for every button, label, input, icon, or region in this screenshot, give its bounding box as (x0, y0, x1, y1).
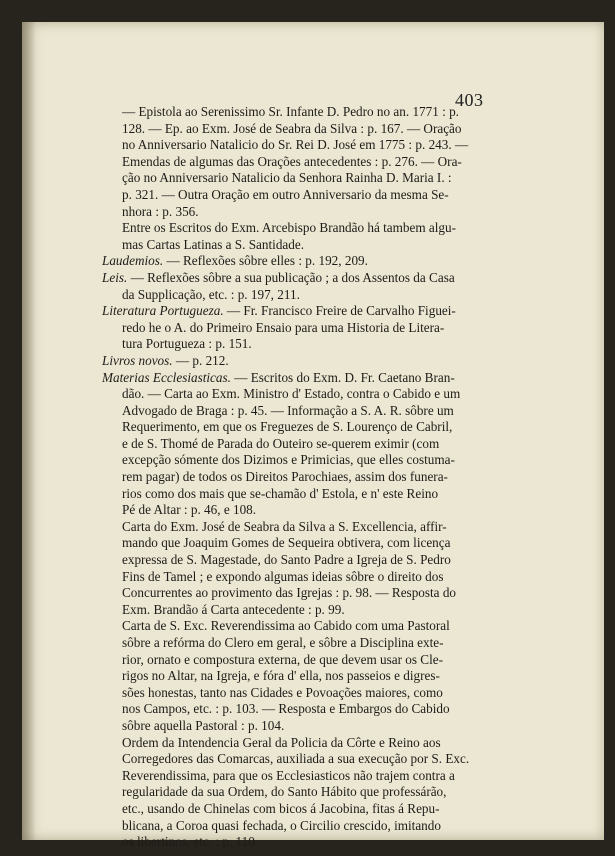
text-line (102, 370, 510, 387)
line-text: Carta do Exm. José de Seabra da Silva a S. Excellencia, affir- (122, 518, 447, 534)
line-text: no Anniversario Natalicio do Sr. Rei D. José em 1775 : p. 243. — (122, 137, 469, 153)
text-line (102, 452, 510, 469)
line-text: blicana, a Coroa quasi fechada, o Circilio crescido, imitando (122, 817, 441, 833)
line-text: Carta de S. Exc. Reverendissima ao Cabido com uma Pastoral (122, 618, 450, 634)
text-line (102, 436, 510, 453)
line-text: redo he o A. do Primeiro Ensaio para uma Historia de Litera- (122, 319, 445, 335)
line-text: nhora : p. 356. (122, 203, 199, 219)
text-line (102, 486, 510, 503)
text-line (102, 535, 510, 552)
text-line (102, 403, 510, 420)
text-line (102, 303, 510, 320)
line-text: expressa de S. Magestade, do Santo Padre a Igreja de S. Pedro (122, 552, 451, 568)
entry-heading: Leis. (102, 269, 128, 285)
line-text: Corregedores das Comarcas, auxiliada a sua execução por S. Exc. (122, 751, 470, 767)
text-line (102, 137, 510, 154)
text-line (102, 469, 510, 486)
line-text: — Reflexões sôbre a sua publicação ; a dos Assentos da Casa (127, 269, 455, 285)
text-line (102, 170, 510, 187)
text-line (102, 784, 510, 801)
text-line (102, 419, 510, 436)
line-text: Ordem da Intendencia Geral da Policia da Côrte e Reino aos (122, 734, 441, 750)
text-line (102, 386, 510, 403)
line-text: dão. — Carta ao Exm. Ministro d' Estado, contra o Cabido e um (122, 386, 461, 402)
line-text: nos Campos, etc. : p. 103. — Resposta e Embargos do Cabido (122, 701, 450, 717)
text-line (102, 204, 510, 221)
text-line (102, 121, 510, 138)
text-line (102, 552, 510, 569)
line-text: — Escritos do Exm. D. Fr. Caetano Bran- (230, 369, 455, 385)
line-text: Exm. Brandão á Carta antecedente : p. 99. (122, 601, 345, 617)
text-line (102, 353, 510, 370)
text-line (102, 104, 510, 121)
text-line (102, 652, 510, 669)
line-text: os libertinos, etc. : p. 110. (122, 834, 259, 850)
text-line (102, 502, 510, 519)
line-text: Emendas de algumas das Orações antecedentes : p. 276. — Ora- (122, 153, 462, 169)
line-text: excepção sómente dos Dizimos e Primicias, que elles costuma- (122, 452, 455, 468)
text-line (102, 519, 510, 536)
text-line (102, 768, 510, 785)
line-text: 128. — Ep. ao Exm. José de Seabra da Silva : p. 167. — Oração (122, 120, 462, 136)
text-line (102, 718, 510, 735)
line-text: — Fr. Francisco Freire de Carvalho Figuei- (223, 303, 456, 319)
line-text: e de S. Thomé de Parada do Outeiro se-querem eximir (com (122, 435, 440, 451)
line-text: p. 321. — Outra Oração em outro Anniversario da mesma Se- (122, 186, 449, 202)
text-line (102, 336, 510, 353)
text-line (102, 154, 510, 171)
line-text: Concurrentes ao provimento das Igrejas : p. 98. — Resposta do (122, 585, 457, 601)
line-text: Advogado de Braga : p. 45. — Informação a S. A. R. sôbre um (122, 402, 454, 418)
page-number: 403 (455, 90, 484, 110)
line-text: — Epistola ao Serenissimo Sr. Infante D. Pedro no an. 1771 : p. (122, 104, 459, 119)
entry-heading: Materias Ecclesiasticas. (102, 369, 231, 385)
line-text: mando que Joaquim Gomes de Sequeira obtivera, com licença (122, 535, 451, 551)
line-text: rior, ornato e compostura externa, de que devem usar os Cle- (122, 651, 443, 667)
line-text: sôbre aquella Pastoral : p. 104. (122, 717, 285, 733)
line-text: Pé de Altar : p. 46, e 108. (122, 502, 257, 518)
text-line (102, 618, 510, 635)
page-gutter-shadow (22, 22, 36, 840)
text-line (102, 270, 510, 287)
text-line (102, 287, 510, 304)
line-text: sões honestas, tanto nas Cidades e Povoações maiores, como (122, 684, 443, 700)
text-line (102, 237, 510, 254)
line-text: — p. 212. (172, 352, 229, 368)
line-text: Requerimento, em que os Freguezes de S. Lourenço de Cabril, (122, 419, 453, 435)
line-text: Reverendissima, para que os Ecclesiasticos não trajem contra a (122, 767, 455, 783)
line-text: tura Portugueza : p. 151. (122, 336, 252, 352)
text-line (102, 735, 510, 752)
line-text: rios como dos mais que se-chamão d' Estola, e n' este Reino (122, 485, 439, 501)
text-line (102, 834, 510, 851)
line-text: etc., usando de Chinelas com bicos á Jacobina, fitas á Repu- (122, 800, 440, 816)
line-text: ção no Anniversario Natalicio da Senhora Rainha D. Maria I. : (122, 170, 452, 186)
text-line (102, 569, 510, 586)
line-text: Entre os Escritos do Exm. Arcebispo Brandão há tambem algu- (122, 220, 457, 236)
text-line (102, 585, 510, 602)
line-text: — Reflexões sôbre elles : p. 192, 209. (163, 253, 368, 269)
entry-heading: Laudemios. (102, 253, 164, 269)
text-line (102, 602, 510, 619)
line-text: rigos no Altar, na Igreja, e fóra d' ella, nos passeios e digres- (122, 668, 440, 684)
index-text-block (102, 104, 510, 851)
text-line (102, 635, 510, 652)
entry-heading: Literatura Portugueza. (102, 303, 224, 319)
book-page (22, 22, 604, 850)
text-line (102, 685, 510, 702)
line-text: regularidade da sua Ordem, do Santo Hábito que professárão, (122, 784, 447, 800)
line-text: da Supplicação, etc. : p. 197, 211. (122, 286, 300, 302)
text-line (102, 751, 510, 768)
entry-heading: Livros novos. (102, 352, 173, 368)
text-line (102, 220, 510, 237)
text-line (102, 668, 510, 685)
text-line (102, 187, 510, 204)
text-line (102, 701, 510, 718)
line-text: sôbre a refórma do Clero em geral, e sôbre a Disciplina exte- (122, 635, 444, 650)
line-text: Fins de Tamel ; e expondo algumas ideias sôbre o direito dos (122, 568, 444, 584)
line-text: rem pagar) de todos os Direitos Parochiaes, assim dos funera- (122, 469, 448, 485)
line-text: mas Cartas Latinas a S. Santidade. (122, 236, 305, 252)
text-line (102, 818, 510, 835)
text-line (102, 320, 510, 337)
text-line (102, 253, 510, 270)
text-line (102, 801, 510, 818)
